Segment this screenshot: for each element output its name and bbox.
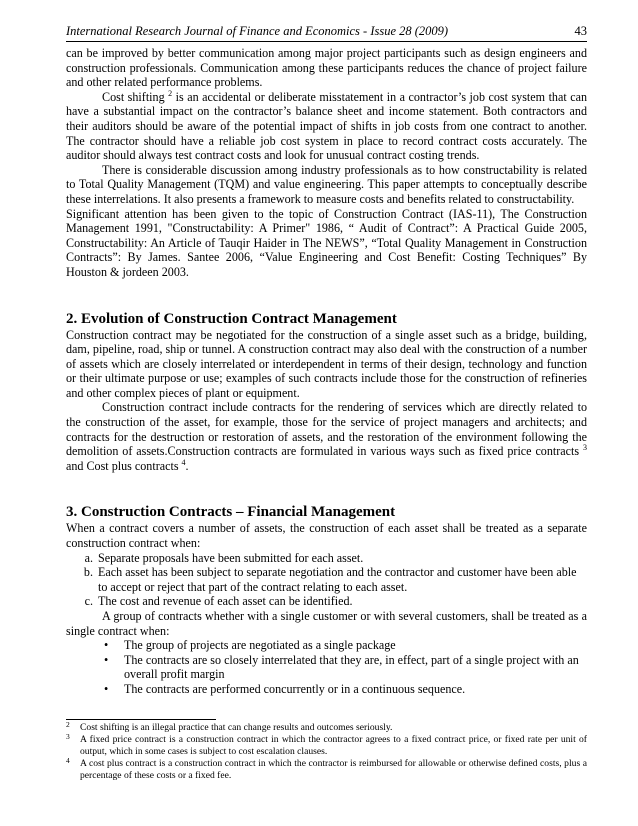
section-2-paragraph-1: Construction contract may be negotiated for the construction of a single asset such as a bridge, building, dam, pipeline, road, ship or tunnel. A construction contract may also deal with the construction of a number of assets which are closely interrelated or interdependent in terms of their design, technology and function or their ultimate purpose or use; examples of such contracts include those for the construction of refineries and other complex pieces of plant or equipment. [66, 327, 587, 400]
list-item [104, 638, 587, 653]
journal-title: International Research Journal of Finance and Economics - Issue 28 (2009) [66, 24, 449, 38]
page-number: 43 [574, 24, 587, 38]
bullet-icon: • [104, 681, 109, 696]
bullet-text: The group of projects are negotiated as a single package [124, 638, 396, 653]
section-3-paragraph-2: A group of contracts whether with a single customer or with several customers, shall be treated as a single contract when: [66, 609, 587, 638]
paper-page [66, 24, 587, 782]
text-run: and Cost plus contracts [66, 458, 182, 473]
intro-paragraph-1: can be improved by better communication among major project participants such as design engineers and construction professionals. Communication among these participants reduces the chance of project failure and other related performance problems. [66, 46, 587, 90]
text-run: Construction contract include contracts for the rendering of services which are directly related to the construction of the asset, for example, those for the service of project managers and architects; and contracts for the destruction or restoration of assets, and the restoration of the environment following the demolition of assets.Construction contracts are formulated in various ways such as fixed price contracts [66, 400, 587, 459]
footnote-text: A fixed price contract is a construction contract in which the contractor agrees to a fixed contract price, or fixed rate per unit of output, which in some cases is subject to cost escalation clauses. [80, 733, 587, 757]
list-item: a. Separate proposals have been submitted for each asset. [96, 551, 587, 566]
section-3-paragraph-1: When a contract covers a number of assets, the construction of each asset shall be treated as a separate construction contract when: [66, 521, 587, 551]
footnote-number: 3 [66, 731, 70, 741]
footnote-3 [66, 731, 587, 758]
footnote-number: 4 [66, 755, 70, 765]
list-item [104, 681, 587, 697]
section-2-paragraph-2 [66, 400, 587, 473]
condition-list [66, 551, 587, 609]
footnote-2 [66, 719, 587, 734]
bullet-list [66, 638, 587, 696]
footnote-text: A cost plus contract is a construction contract in which the contractor is reimbursed for allowable or otherwise defined costs, plus a percentage of these costs or a fixed fee. [80, 757, 587, 781]
bullet-text: The contracts are so closely interrelated that they are, in effect, part of a single project with an overall profit margin [124, 652, 579, 682]
footnote-divider [66, 719, 216, 720]
section-2-heading: 2. Evolution of Construction Contract Management [66, 310, 397, 327]
footnote-ref-4: 4 [181, 457, 186, 467]
footnote-4 [66, 755, 587, 782]
footnote-ref-2: 2 [168, 88, 173, 98]
intro-paragraph-4: Significant attention has been given to the topic of Construction Contract (IAS-11), The Construction Management 1991, "Constructability: A Primer" 1986, “ Audit of Contract”: A Practical Guide 2005, Constructability: An Article of Tauqir Haider in The NEWS”, “Total Quality Management in Construction Contracts”: By James. Santee 2006, “Value Engineering and Cost Benefit: Costing Techniques” By Houston & jordeen 2003. [66, 206, 587, 279]
text-run: is an accidental or deliberate misstatement in a contractor’s job cost system that can have a substantial impact on the contractor’s balance sheet and income statement. Both contractors and their auditors should be aware of the potential impact of shifts in job costs from one contract to another. The contractor should have a reliable job cost system in place to record contract costs accurately. The auditor should always test contract costs and look for unusual contract costing trends. [66, 89, 587, 163]
list-item: b. Each asset has been subject to separate negotiation and the contractor and customer have been able to accept or reject that part of the contract relating to each asset. [96, 565, 587, 594]
footnote-ref-3: 3 [583, 443, 587, 453]
section-3-heading: 3. Construction Contracts – Financial Management [66, 504, 396, 521]
bullet-text: The contracts are performed concurrently or in a continuous sequence. [124, 681, 466, 696]
bullet-icon: • [104, 638, 109, 653]
list-item: c. The cost and revenue of each asset can be identified. [96, 594, 587, 609]
footnote-text: Cost shifting is an illegal practice that can change results and outcomes seriously. [80, 721, 393, 733]
text-run: . [185, 458, 189, 473]
text-run: Cost shifting [102, 89, 169, 104]
footnote-number: 2 [66, 719, 70, 729]
running-header [66, 24, 587, 42]
bullet-icon: • [104, 652, 109, 667]
intro-paragraph-2 [66, 90, 587, 163]
list-item [104, 652, 587, 682]
intro-paragraph-3: There is considerable discussion among industry professionals as to how constructability is related to Total Quality Management (TQM) and value engineering. This paper attempts to conceptually describe these interrelations. It also presents a framework to measure costs and benefits related to constructability. [66, 162, 587, 206]
